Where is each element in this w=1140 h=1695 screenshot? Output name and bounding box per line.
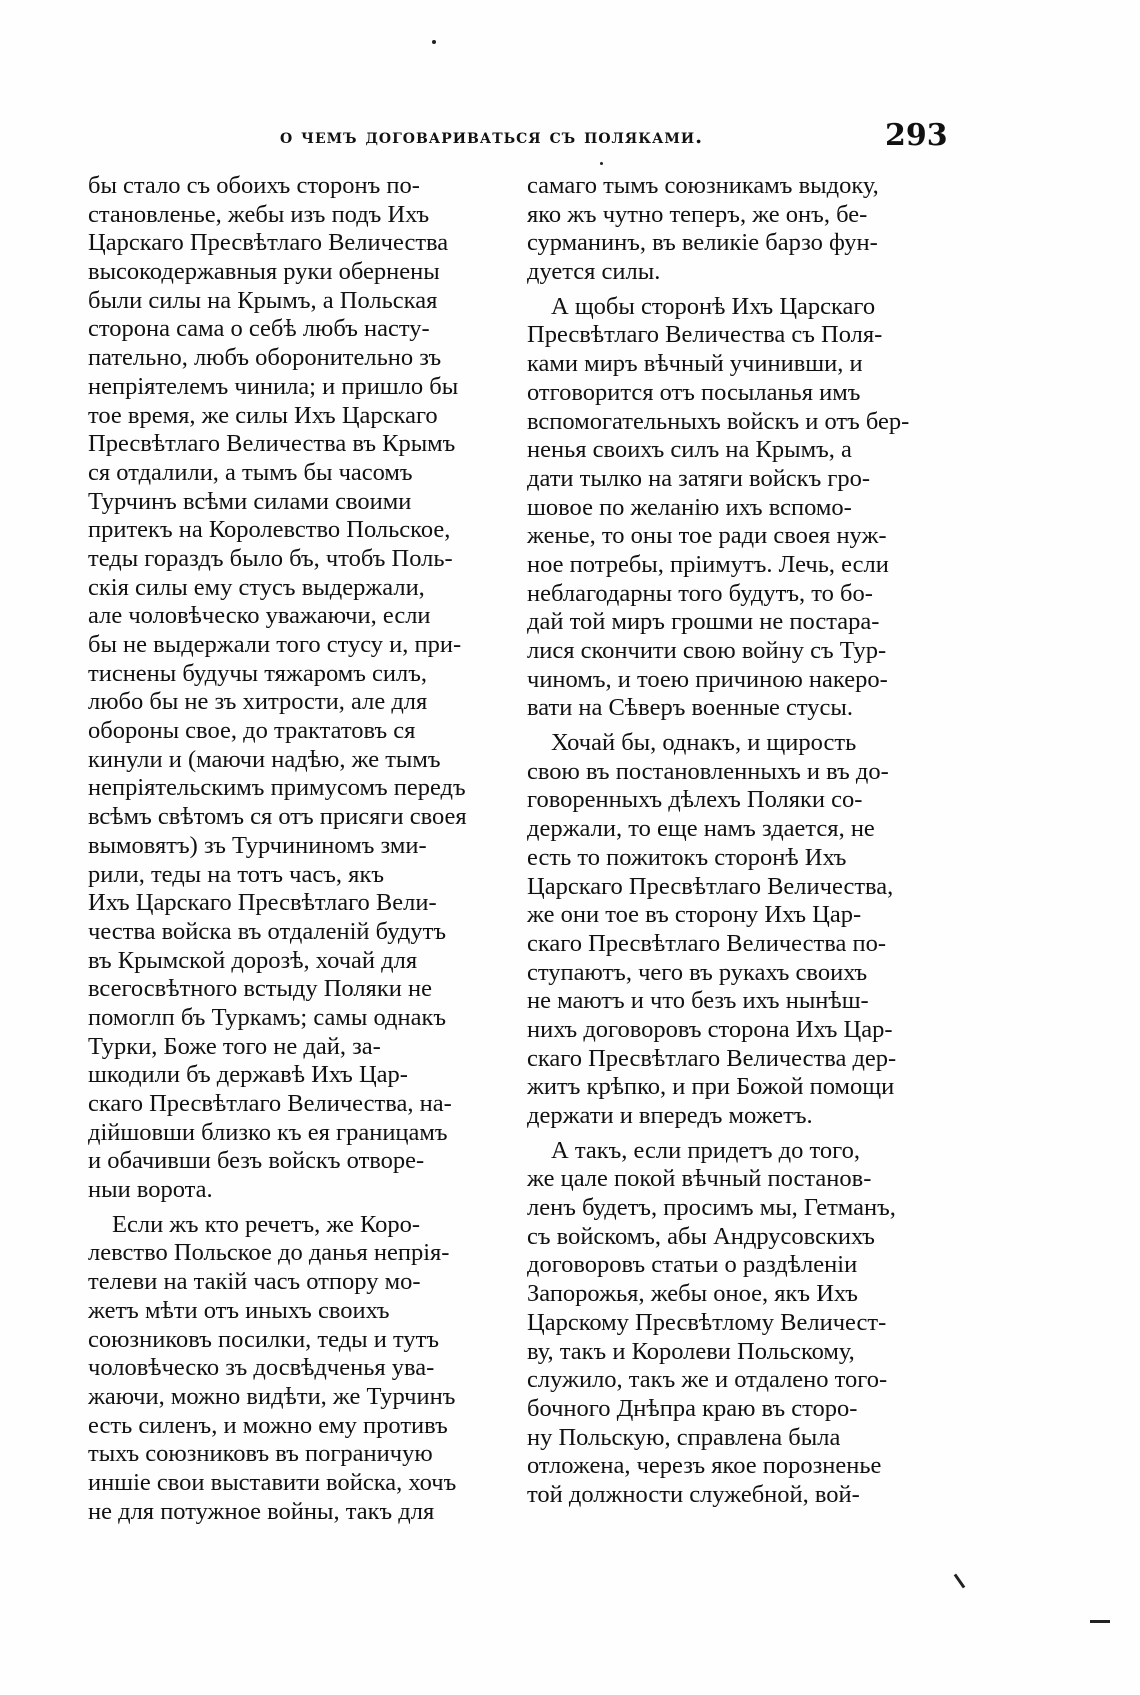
text-line: Запорожья, жебы оное, якъ Ихъ [527,1280,858,1308]
text-line: есть силенъ, и можно ему противъ [88,1411,448,1439]
text-line: пательно, любъ оборонительно зъ [88,344,442,372]
text-line: лися скончити свою войну съ Тур- [527,637,887,664]
text-line: ныи ворота. [88,1176,213,1204]
ink-speck [600,162,603,165]
text-line: але чоловѣческо уважаючи, если [88,602,431,630]
text-line: ное потребы, пріимутъ. Лечь, если [527,550,889,578]
text-line: А такъ, если придетъ до того, [551,1136,860,1164]
text-line: высокодержавныя руки обернены [88,258,440,286]
text-line: дай той миръ грошми не постара- [527,608,880,636]
text-line: помоглп бъ Туркамъ; самы однакъ [88,1003,447,1031]
text-line: ся отдалили, а тымъ бы часомъ [88,458,413,486]
text-line: не для потужное войны, такъ для [88,1497,435,1525]
text-line: же цале покой вѣчный постанов- [527,1165,872,1193]
ink-speck [954,1574,966,1589]
running-head [0,118,1140,158]
ink-speck [432,40,436,44]
text-line: держали, то еще намъ здается, не [527,815,875,843]
text-line: Турчинъ всѣми силами своими [88,487,412,515]
text-line: чоловѣческо зъ досвѣдченья ува- [88,1354,435,1382]
text-line: ленъ будетъ, просимъ мы, Гетманъ, [527,1194,896,1222]
text-line: Пресвѣтлаго Величества въ Крымъ [88,430,456,458]
text-line: тиснены будучы тяжаромъ силъ, [88,659,428,687]
text-line: любо бы не зъ хитрости, але для [88,688,428,716]
text-line: ненья своихъ силъ на Крымъ, а [527,436,852,464]
text-line: сурманинъ, въ великіе барзо фун- [527,229,878,257]
text-line: жаючи, можно видѣти, же Турчинъ [88,1382,456,1410]
text-line: говоренныхъ дѣлехъ Поляки со- [527,786,863,814]
text-line: бочного Днѣпра краю въ сторо- [527,1394,858,1422]
text-line: дійшовши близко къ ея границамъ [88,1118,448,1146]
left-text-column [88,172,498,1526]
text-line: кинули и (маючи надѣю, же тымъ [88,745,441,773]
text-line: есть то пожитокъ сторонѣ Ихъ [527,843,847,871]
text-line: иншіе свои выставити войска, хочъ [88,1468,457,1496]
text-line: ками миръ вѣчный учинивши, и [527,350,863,378]
text-line: держати и впередъ можетъ. [527,1102,813,1129]
text-line: Царскаго Пресвѣтлаго Величества [88,229,449,257]
right-text-column [527,172,939,1510]
text-line: Хочай бы, однакъ, и щирость [551,729,857,757]
text-line: отговорится отъ посыланья имъ [527,378,861,406]
text-line: нихъ договоровъ сторона Ихъ Цар- [527,1015,893,1043]
text-line: всегосвѣтного встыду Поляки не [88,975,432,1003]
text-line: чества войска въ отдаленій будутъ [88,917,447,945]
text-line: вати на Сѣверъ военные стусы. [527,694,854,722]
text-line: теды гораздъ было бъ, чтобъ Поль- [88,544,453,572]
page-number: 293 [885,118,948,153]
text-line: Турки, Боже того не дай, за- [88,1032,381,1060]
text-line: Пресвѣтлаго Величества съ Поля- [527,321,883,349]
text-line: житъ крѣпко, и при Божой помощи [527,1073,895,1101]
text-line: дуется силы. [527,258,661,286]
text-line: служило, такъ же и отдалено того- [527,1366,888,1394]
text-line: шовое по желанію ихъ вспомо- [527,493,852,521]
text-line: притекъ на Королевство Польское, [88,516,451,544]
text-line: Царскаго Пресвѣтлаго Величества, [527,872,894,900]
text-line: А щобы сторонѣ Ихъ Царскаго [551,292,876,320]
text-line: становленье, жебы изъ подъ Ихъ [88,200,430,228]
text-line: Если жъ кто речетъ, же Коро- [112,1210,421,1238]
text-line: не маютъ и что безъ ихъ нынѣш- [527,987,869,1015]
text-line: чиномъ, и тоею причиною накеро- [527,665,888,693]
text-line: женье, то оны тое ради своея нуж- [527,522,887,550]
text-line: обороны свое, до трактатовъ ся [88,717,416,745]
text-line: сторона сама о себѣ любъ насту- [88,315,430,343]
text-line: ступаютъ, чего въ рукахъ своихъ [527,958,868,986]
text-line: же они тое въ сторону Ихъ Цар- [527,901,862,929]
text-line: отложена, черезъ якое порозненье [527,1452,882,1480]
text-line: жетъ мѣти отъ иныхъ своихъ [88,1296,390,1324]
text-line: съ войскомъ, абы Андрусовскихъ [527,1222,875,1250]
text-line: вымовятъ) зъ Турчининомъ зми- [88,831,427,859]
running-title: о чемъ договариваться съ поляками. [280,124,704,148]
text-line: всѣмъ свѣтомъ ся отъ присяги своея [88,803,467,831]
text-line: Ихъ Царскаго Пресвѣтлаго Вели- [88,889,437,917]
text-line: неблагодарны того будутъ, то бо- [527,579,873,607]
text-line: яко жъ чутно теперъ, же онъ, бе- [527,200,868,228]
text-line: тыхъ союзниковъ въ пограничую [88,1440,433,1468]
text-line: Царскому Пресвѣтлому Величест- [527,1308,887,1336]
text-line: ву, такъ и Королеви Польскому, [527,1337,855,1365]
text-line: самаго тымъ союзникамъ выдоку, [527,172,879,199]
text-line: договоровъ статьи о раздѣленіи [527,1251,858,1279]
text-line: той должности служебной, вой- [527,1480,860,1508]
text-line: левство Польское до данья непрія- [88,1239,450,1267]
text-line: скія силы ему стусъ выдержали, [88,573,425,601]
text-line: дати тылко на затяги войскъ гро- [527,464,871,492]
text-line: ну Польскую, справлена была [527,1423,841,1451]
text-line: бы не выдержали того стусу и, при- [88,631,462,658]
text-line: свою въ постановленныхъ и въ до- [527,757,889,785]
text-line: шкодили бъ державѣ Ихъ Цар- [88,1061,408,1089]
text-line: союзниковъ посилки, теды и тутъ [88,1325,439,1353]
text-line: въ Крымской дорозѣ, хочай для [88,946,418,974]
text-line: тое время, же силы Ихъ Царскаго [88,401,438,429]
text-line: скаго Пресвѣтлаго Величества по- [527,929,886,957]
text-line: телеви на такій часъ отпору мо- [88,1268,421,1296]
top-edge-fragment [890,0,1140,8]
text-line: вспомогательныхъ войскъ и отъ бер- [527,407,910,435]
ink-speck [1090,1620,1110,1623]
text-line: скаго Пресвѣтлаго Величества дер- [527,1044,897,1072]
text-line: бы стало съ обоихъ сторонъ по- [88,172,420,199]
text-line: скаго Пресвѣтлаго Величества, на- [88,1090,452,1117]
text-line: непріятелемъ чинила; и пришло бы [88,372,459,400]
text-line: и обачивши безъ войскъ отворе- [88,1147,425,1175]
text-line: рили, теды на тотъ часъ, якъ [88,860,385,888]
text-line: непріятельскимъ примусомъ передъ [88,774,466,802]
text-line: были силы на Крымъ, а Польская [88,286,438,314]
